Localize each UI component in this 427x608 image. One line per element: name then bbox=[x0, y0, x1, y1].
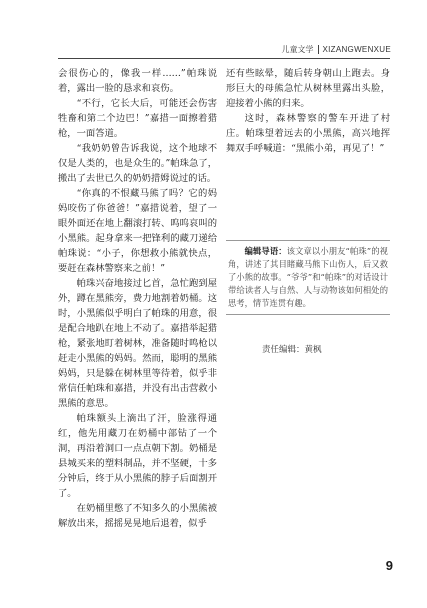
paragraph: 帕珠额头上滴出了汗，脸涨得通红，他先用藏刀在奶桶中部钻了一个洞，再沿着洞口一点点朝下割。奶桶是县城买来的塑料制品，并不坚硬，十多分钟后，终于从小黑熊的脖子后面割开了。 bbox=[58, 413, 217, 499]
magazine-title-cn: 儿童文学 bbox=[281, 45, 314, 54]
header-rule bbox=[58, 58, 390, 59]
paragraph: “不行，它长大后，可能还会伤害牲畜和第二个边巴！”嘉措一面擦着猎枪，一面答道。 bbox=[58, 98, 217, 139]
paragraph: 会很伤心的，像我一样……”帕珠说着，露出一脸的恳求和哀伤。 bbox=[58, 68, 217, 94]
paragraph: “你真的不恨藏马熊了吗？它的妈妈咬伤了你爸爸！”嘉措说着，望了一眼外面还在地上翻滚打转、呜呜哀叫的小黑熊。起身拿来一把锋利的藏刀递给帕珠说：“小子，你想救小熊就快点，要赶在森林警察来之前！” bbox=[58, 188, 217, 274]
magazine-title-en: XIZANGWENXUE bbox=[322, 45, 391, 54]
paragraph: 这时，森林警察的警车开进了村庄。帕珠望着远去的小黑熊，高兴地挥舞双手呼喊道：“黑熊小弟，再见了！” bbox=[226, 113, 390, 154]
right-column-body bbox=[226, 66, 390, 156]
paragraph: “我奶奶曾告诉我说，这个地球不仅是人类的，也是众生的。”帕珠急了，搬出了去世已久的奶奶措姆说过的话。 bbox=[58, 143, 217, 184]
paragraph: 还有些眩晕，随后转身朝山上跑去。身形巨大的母熊急忙从树林里露出头脸，迎接着小熊的归来。 bbox=[226, 68, 390, 109]
page-number: 9 bbox=[385, 558, 393, 573]
header-separator bbox=[318, 45, 319, 54]
editor-credit: 责任编辑：黄枫 bbox=[262, 345, 322, 355]
editor-note-label: 编辑导语： bbox=[244, 246, 287, 256]
paragraph: 帕珠兴奋地接过匕首，急忙跑到屋外，蹲在黑熊旁，费力地割着奶桶。这时，小黑熊似乎明白了帕珠的用意，很是配合地趴在地上不动了。嘉措举起猎枪，紧张地盯着树林，准备随时鸣枪以赶走小黑熊的妈妈。然而，聪明的黑熊妈妈，只是躲在树林里等待着，似乎非常信任帕珠和嘉措，并没有出击营救小黑熊的意思。 bbox=[58, 278, 217, 409]
running-header bbox=[282, 44, 392, 55]
editor-note-text: 该文章以小朋友“帕珠”的视角，讲述了其目睹藏马熊下山伤人，后又救了小熊的故事。“爷爷”和“帕珠”的对话设计带给读者人与自然、人与动物该如何相处的思考，情节连贯有趣。 bbox=[228, 246, 388, 308]
editor-note-box bbox=[226, 240, 390, 315]
left-column-body bbox=[58, 66, 217, 531]
paragraph: 在奶桶里憋了不知多久的小黑熊被解放出来，摇摇晃晃地后退着，似乎 bbox=[58, 503, 217, 529]
